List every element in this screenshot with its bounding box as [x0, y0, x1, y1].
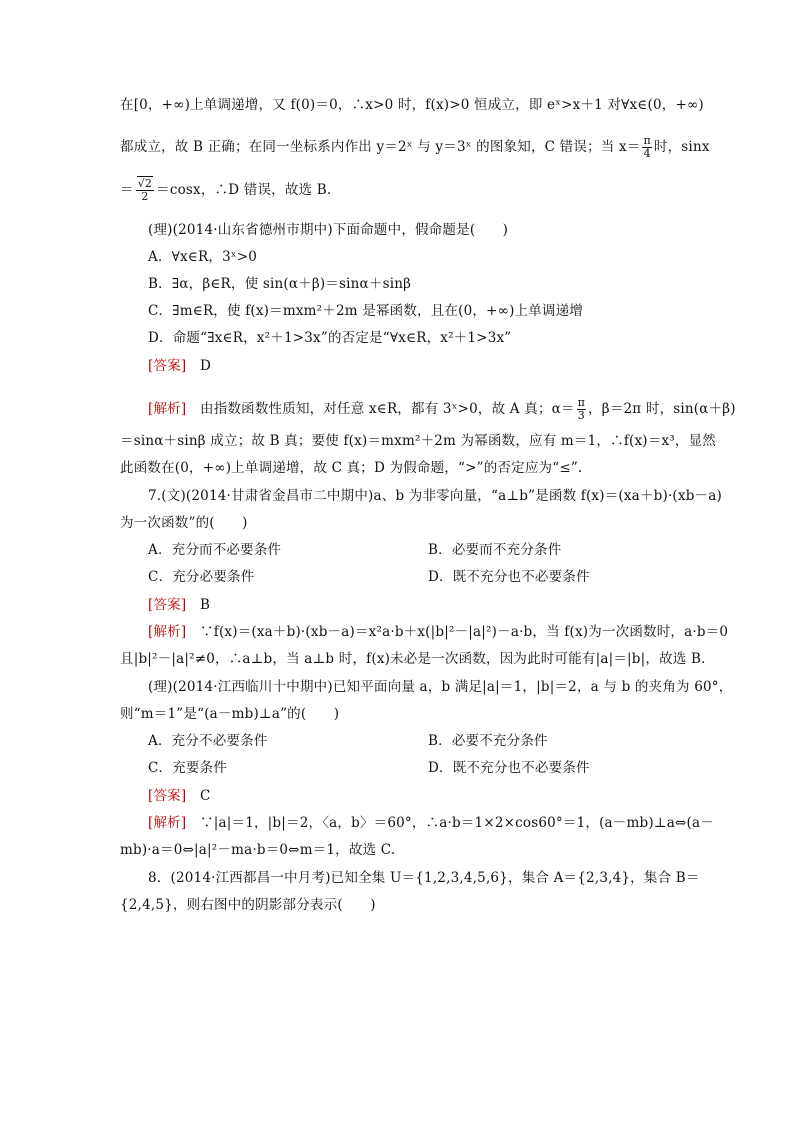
question-stem: 8．(2014·江西都昌一中月考)已知全集 U＝{1,2,3,4,5,6}，集合 A＝{2,3,4}，集合 B＝ [148, 870, 700, 886]
answer-tag: [答案] [148, 358, 187, 374]
option-b: B．∃α，β∈R，使 sin(α＋β)＝sinα＋sinβ [148, 276, 412, 292]
explanation-line: 且|b|²－|a|²≠0，∴a⊥b，当 a⊥b 时，f(x)未必是一次函数，因为此时可能有|a|＝|b|，故选 B. [120, 651, 706, 667]
option-d: D．既不充分也不必要条件 [428, 569, 590, 585]
question-stem: 7.(文)(2014·甘肃省金昌市二中期中)a、b 为非零向量，“a⊥b”是函数 f(x)＝(xa＋b)·(xb－a) [148, 488, 722, 504]
option-c: C．充要条件 [148, 760, 228, 776]
text-line: 都成立，故 B 正确；在同一坐标系内作出 y＝2ˣ 与 y＝3ˣ 的图象知，C 错误；当 x＝ $\frac{\pi}{4}$ 时，sinx [120, 134, 710, 160]
fraction-sqrt2-over-2: $\frac{√2}{2}$ [137, 177, 153, 203]
option-a: A．∀x∈R，3ˣ>0 [148, 249, 258, 265]
text-line: 在[0，+∞)上单调递增，又 f(0)＝0，∴x>0 时，f(x)>0 恒成立，即 eˣ>x＋1 对∀x∈(0，+∞) [120, 97, 704, 113]
option-a: A．充分不必要条件 [148, 733, 268, 749]
explanation-tag: [解析] [148, 815, 187, 831]
explanation-line: ＝sinα＋sinβ 成立；故 B 真；要使 f(x)＝mxm²＋2m 为幂函数，应有 m＝1，∴f(x)＝x³，显然 [120, 433, 716, 449]
explanation-line: [解析] ∵|a|＝1，|b|＝2，〈a，b〉＝60°，∴a·b＝1×2×cos60°＝1，(a－mb)⊥a⇔(a－ [148, 815, 714, 831]
answer-value: C [200, 788, 211, 804]
option-d: D．命题“∃x∈R，x²＋1>3x”的否定是“∀x∈R，x²＋1>3x” [148, 330, 512, 346]
explanation-line: mb)·a＝0⇔|a|²－ma·b＝0⇔m＝1，故选 C. [120, 842, 396, 858]
explanation-tag: [解析] [148, 401, 187, 417]
fraction-pi-over-3: $\frac{\pi}{3}$ [577, 396, 586, 422]
option-c: C．∃m∈R，使 f(x)＝mxm²＋2m 是幂函数，且在(0，+∞)上单调递增 [148, 303, 584, 319]
explanation-line: 此函数在(0，+∞)上单调递增，故 C 真；D 为假命题，“>”的否定应为“≤”. [120, 460, 583, 476]
answer-line [148, 787, 211, 805]
question-stem: {2,4,5}，则右图中的阴影部分表示( ) [120, 897, 376, 913]
question-stem: 则“m＝1”是“(a－mb)⊥a”的( ) [120, 706, 340, 722]
explanation-tag: [解析] [148, 624, 187, 640]
answer-tag: [答案] [148, 597, 187, 613]
answer-line [148, 357, 211, 375]
answer-line [148, 596, 210, 614]
answer-tag: [答案] [148, 788, 187, 804]
answer-value: B [200, 597, 211, 613]
question-stem: 为一次函数”的( ) [120, 515, 248, 531]
option-d: D．既不充分也不必要条件 [428, 760, 590, 776]
option-b: B．必要不充分条件 [428, 733, 548, 749]
fraction-pi-over-4: $\frac{\pi}{4}$ [643, 134, 651, 160]
question-stem: (理)(2014·山东省德州市期中)下面命题中，假命题是( ) [148, 222, 509, 238]
option-a: A．充分而不必要条件 [148, 542, 282, 558]
text-line: ＝ $\frac{√2}{2}$ ＝cosx，∴D 错误，故选 B. [120, 177, 332, 203]
question-stem: (理)(2014·江西临川十中期中)已知平面向量 a，b 满足|a|＝1，|b|＝2，a 与 b 的夹角为 60°， [148, 679, 733, 695]
explanation-line: [解析] 由指数函数性质知，对任意 x∈R，都有 3ˣ>0，故 A 真；α＝ $\frac{\pi}{3}$ ，β＝2π 时，sin(α＋β) [148, 396, 736, 422]
option-c: C．充分必要条件 [148, 569, 255, 585]
answer-value: D [200, 358, 212, 374]
option-b: B．必要而不充分条件 [428, 542, 562, 558]
explanation-line: [解析] ∵f(x)＝(xa＋b)·(xb－a)＝x²a·b＋x(|b|²－|a|²)－a·b，当 f(x)为一次函数时，a·b＝0 [148, 624, 729, 640]
